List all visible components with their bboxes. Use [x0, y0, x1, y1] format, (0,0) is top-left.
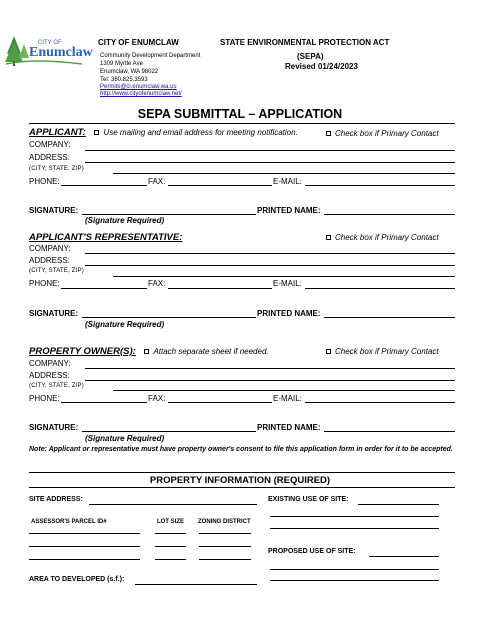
- owner-printed-field[interactable]: [324, 431, 455, 432]
- act-title: STATE ENVIRONMENTAL PROTECTION ACT: [220, 38, 390, 47]
- applicant-company-label: COMPANY:: [29, 140, 71, 149]
- rep-heading: APPLICANT'S REPRESENTATIVE:: [29, 232, 183, 243]
- applicant-address-label: ADDRESS:: [29, 153, 70, 162]
- lot-size-field-3[interactable]: [155, 559, 186, 560]
- lot-size-field-2[interactable]: [155, 546, 186, 547]
- email-link[interactable]: Permits@ci.enumclaw.wa.us: [100, 84, 177, 90]
- applicant-csz-field[interactable]: [113, 173, 455, 174]
- website-link[interactable]: http://www.cityofenumclaw.net/: [100, 91, 182, 97]
- owner-address-label: ADDRESS:: [29, 371, 70, 380]
- rep-sig-required: (Signature Required): [85, 320, 165, 329]
- owner-note: Attach separate sheet if needed.: [153, 347, 269, 356]
- parcel-field-2[interactable]: [29, 546, 140, 547]
- owner-attach-checkbox[interactable]: [144, 349, 149, 354]
- parcel-field-3[interactable]: [29, 559, 140, 560]
- applicant-heading: APPLICANT:: [29, 127, 86, 138]
- proposed-use-field-3[interactable]: [270, 580, 439, 581]
- owner-company-label: COMPANY:: [29, 359, 71, 368]
- applicant-sig-required: (Signature Required): [85, 216, 165, 225]
- owner-sig-required: (Signature Required): [85, 434, 165, 443]
- applicant-primary-label: Check box if Primary Contact: [335, 129, 439, 138]
- applicant-primary-row: [326, 129, 439, 138]
- rep-signature-field[interactable]: [82, 317, 256, 318]
- owner-company-field[interactable]: [85, 368, 455, 369]
- site-address-label: SITE ADDRESS:: [29, 496, 83, 503]
- rep-email-label: E-MAIL:: [273, 279, 302, 288]
- city-name: CITY OF ENUMCLAW: [98, 38, 179, 47]
- rep-csz-field[interactable]: [113, 276, 455, 277]
- parcel-field-1[interactable]: [29, 533, 140, 534]
- title-rule: [29, 123, 455, 124]
- rep-csz-label: (CITY, STATE, ZIP): [29, 268, 84, 274]
- existing-use-field-2[interactable]: [270, 516, 439, 517]
- owner-csz-field[interactable]: [113, 390, 455, 391]
- applicant-csz-label: (CITY, STATE, ZIP): [29, 166, 84, 172]
- rep-printed-field[interactable]: [324, 317, 455, 318]
- owner-heading: PROPERTY OWNER(S):: [29, 346, 136, 357]
- property-heading: PROPERTY INFORMATION (REQUIRED): [149, 475, 331, 486]
- rep-email-field[interactable]: [305, 288, 455, 289]
- owner-primary-checkbox[interactable]: [326, 349, 331, 354]
- applicant-note: Use mailing and email address for meeting notification.: [103, 128, 298, 137]
- applicant-email-label: E-MAIL:: [273, 177, 302, 186]
- applicant-phone-label: PHONE:: [29, 177, 60, 186]
- applicant-heading-row: [29, 127, 298, 138]
- rep-fax-field[interactable]: [168, 288, 272, 289]
- zoning-label: ZONING DISTRICT: [198, 519, 251, 525]
- rep-fax-label: FAX:: [148, 279, 166, 288]
- proposed-use-label: PROPOSED USE OF SITE:: [268, 548, 356, 555]
- applicant-signature-field[interactable]: [82, 214, 256, 215]
- owner-csz-label: (CITY, STATE, ZIP): [29, 383, 84, 389]
- owner-email-field[interactable]: [305, 402, 455, 403]
- lot-size-label: LOT SIZE: [157, 519, 184, 525]
- applicant-fax-label: FAX:: [148, 177, 166, 186]
- rep-signature-label: SIGNATURE:: [29, 309, 79, 318]
- area-label: AREA TO DEVELOPED (s.f.):: [29, 576, 125, 583]
- revised-date: Revised 01/24/2023: [285, 62, 358, 71]
- applicant-email-field[interactable]: [305, 185, 455, 186]
- existing-use-field-3[interactable]: [270, 528, 439, 529]
- zoning-field-2[interactable]: [199, 546, 251, 547]
- applicant-phone-field[interactable]: [61, 185, 147, 186]
- owner-printed-label: PRINTED NAME:: [257, 423, 321, 432]
- owner-primary-label: Check box if Primary Contact: [335, 347, 439, 356]
- department: Community Development Department: [100, 53, 201, 59]
- area-field[interactable]: [135, 584, 257, 585]
- applicant-primary-checkbox[interactable]: [326, 131, 331, 136]
- telephone: Tel: 360.825.3593: [100, 77, 148, 83]
- property-rule-bottom: [29, 487, 455, 488]
- rep-phone-field[interactable]: [61, 288, 147, 289]
- owner-primary-row: [326, 347, 439, 356]
- rep-address-label: ADDRESS:: [29, 256, 70, 265]
- site-address-field[interactable]: [89, 504, 257, 505]
- existing-use-field-1[interactable]: [358, 504, 439, 505]
- applicant-mailing-checkbox[interactable]: [94, 130, 99, 135]
- rep-company-field[interactable]: [85, 253, 455, 254]
- applicant-signature-label: SIGNATURE:: [29, 206, 79, 215]
- city-logo: [4, 34, 93, 68]
- owner-fax-label: FAX:: [148, 394, 166, 403]
- rep-primary-label: Check box if Primary Contact: [335, 233, 439, 242]
- existing-use-label: EXISTING USE OF SITE:: [268, 496, 349, 503]
- consent-note: Note: Applicant or representative must have property owner's consent to file this application form in order for it to be accepted.: [29, 446, 453, 453]
- page-title: SEPA SUBMITTAL – APPLICATION: [137, 107, 343, 121]
- address-line-2: Enumclaw, WA 98022: [100, 69, 159, 75]
- applicant-address-field[interactable]: [85, 162, 455, 163]
- property-rule-top: [29, 472, 455, 473]
- owner-heading-row: [29, 346, 269, 357]
- owner-address-field[interactable]: [85, 380, 455, 381]
- applicant-printed-field[interactable]: [324, 214, 455, 215]
- owner-email-label: E-MAIL:: [273, 394, 302, 403]
- proposed-use-field-1[interactable]: [369, 556, 439, 557]
- owner-phone-label: PHONE:: [29, 394, 60, 403]
- rep-primary-row: [326, 233, 439, 242]
- lot-size-field-1[interactable]: [155, 533, 186, 534]
- rep-address-field[interactable]: [85, 265, 455, 266]
- rep-company-label: COMPANY:: [29, 244, 71, 253]
- owner-signature-field[interactable]: [82, 431, 256, 432]
- owner-signature-label: SIGNATURE:: [29, 423, 79, 432]
- act-abbr: (SEPA): [297, 52, 324, 61]
- rep-phone-label: PHONE:: [29, 279, 60, 288]
- rep-printed-label: PRINTED NAME:: [257, 309, 321, 318]
- proposed-use-field-2[interactable]: [270, 569, 439, 570]
- logo-small-text: CITY OF: [38, 40, 62, 46]
- owner-fax-field[interactable]: [168, 402, 272, 403]
- logo-name: Enumclaw: [29, 45, 93, 60]
- parcel-label: ASSESSOR'S PARCEL ID#: [31, 519, 107, 525]
- applicant-fax-field[interactable]: [168, 185, 272, 186]
- address-line-1: 1309 Myrtle Ave: [100, 61, 143, 67]
- zoning-field-3[interactable]: [199, 559, 251, 560]
- owner-phone-field[interactable]: [61, 402, 147, 403]
- applicant-company-field[interactable]: [85, 150, 455, 151]
- zoning-field-1[interactable]: [199, 533, 251, 534]
- applicant-printed-label: PRINTED NAME:: [257, 206, 321, 215]
- rep-primary-checkbox[interactable]: [326, 235, 331, 240]
